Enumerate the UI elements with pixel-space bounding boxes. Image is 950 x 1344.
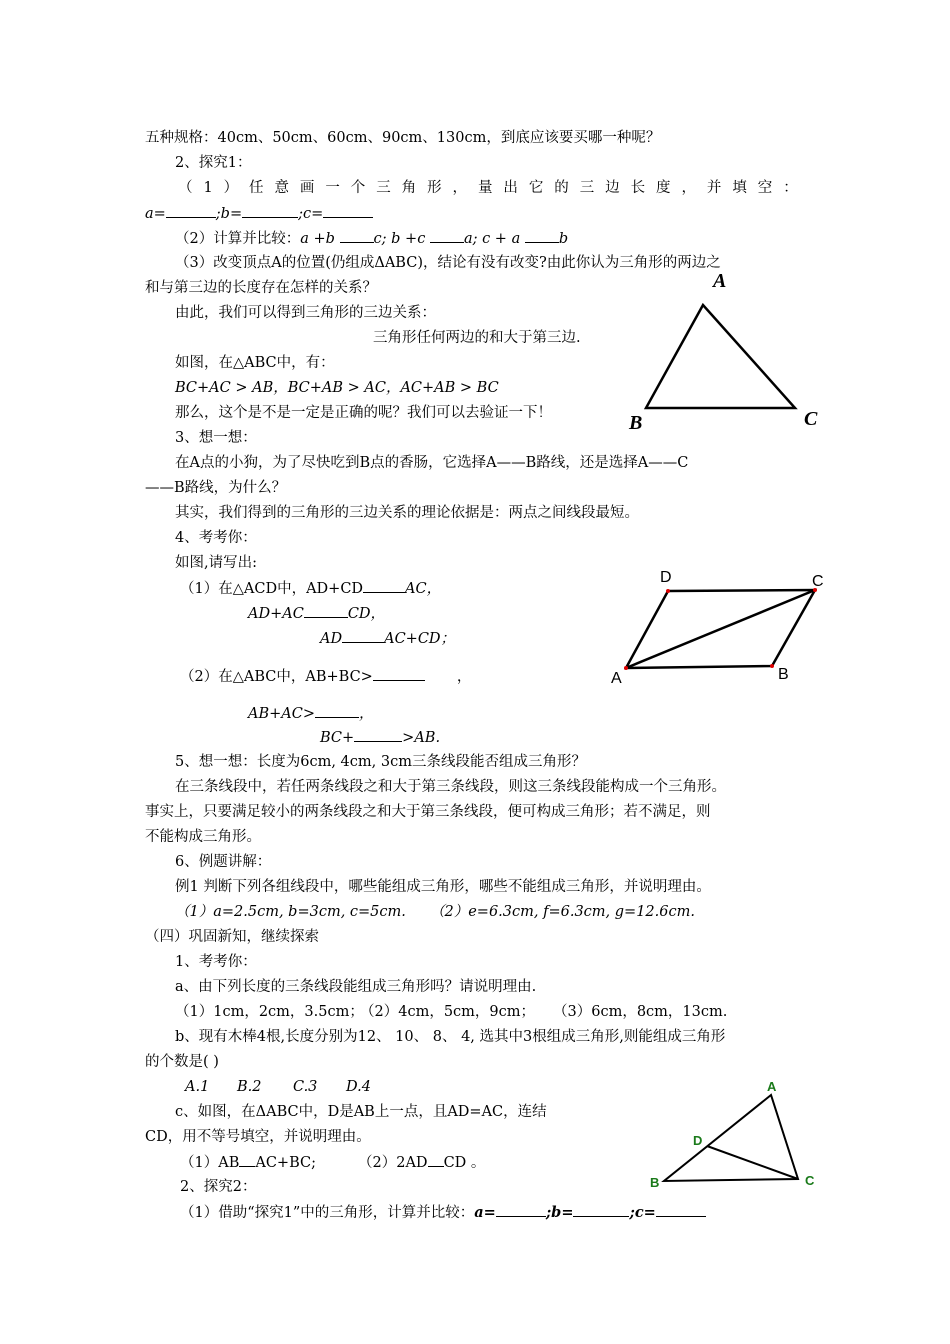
item-2: （2）4cm，5cm，9cm； xyxy=(360,1004,536,1020)
text-line: （3）改变顶点A的位置(仍组成ΔABC)，结论有没有改变?由此你认为三角形的两边之 xyxy=(175,255,721,271)
fill-prefix: （1）AB xyxy=(180,1155,240,1171)
justified-char: 画 xyxy=(299,180,315,196)
example-1: （1）a=2.5cm, b=3cm, c=5cm. xyxy=(175,904,406,920)
fill-prefix: （1）借助“探究1”中的三角形，计算并比较： xyxy=(180,1205,475,1221)
justified-char: 角 xyxy=(401,180,417,196)
expr: a +b xyxy=(300,231,335,247)
fill-prefix: BC+ xyxy=(320,730,355,746)
segment-cd xyxy=(707,1146,798,1179)
expr: c; xyxy=(373,231,387,247)
example-2: （2）e=6.3cm, f=6.3cm, g=12.6cm. xyxy=(430,904,695,920)
fill-prefix: （1）在△ACD中，AD+CD xyxy=(180,581,364,597)
text-line: 五种规格：40cm、50cm、60cm、90cm、130cm，到底应该要买哪一种呢？ xyxy=(145,130,661,146)
justified-char: 空 xyxy=(757,180,773,196)
justified-char: 填 xyxy=(732,180,747,196)
triangle-outline xyxy=(664,1095,798,1181)
justified-char: 1 xyxy=(203,180,213,196)
vertex-label-c: C xyxy=(805,1173,815,1188)
justified-char: 三 xyxy=(579,180,595,196)
fill-suffix: AC， xyxy=(405,581,442,597)
fill-suffix: CD 。 xyxy=(443,1155,486,1171)
fill-suffix: AC+CD； xyxy=(384,631,456,647)
text-line: 的个数是( ) xyxy=(145,1054,219,1070)
text-line: 不能构成三角形。 xyxy=(145,829,261,845)
vertex-label-b: B xyxy=(650,1175,660,1190)
vertex-label-b: B xyxy=(629,412,643,434)
text-line: 其实，我们得到的三角形的三边关系的理论依据是：两点之间线段最短。 xyxy=(175,505,639,521)
justified-char: 一 xyxy=(325,180,340,196)
text-line: c、如图，在ΔABC中，D是AB上一点，且AD=AC，连结 xyxy=(175,1104,547,1120)
justified-char: 三 xyxy=(376,180,391,196)
label-b: ;b= xyxy=(545,1204,574,1221)
fill-suffix: AC+BC; xyxy=(255,1155,316,1171)
justified-char: 个 xyxy=(350,180,366,196)
section-heading: 4、考考你： xyxy=(175,530,257,546)
fill-suffix: >AB. xyxy=(402,730,441,746)
justified-char: ） xyxy=(223,180,239,196)
text-line: CD，用不等号填空，并说明理由。 xyxy=(145,1129,371,1145)
section-heading: 1、考考你： xyxy=(175,954,257,970)
justified-char: 并 xyxy=(706,180,722,196)
fill-prefix: AB+AC> xyxy=(248,706,315,722)
option-a[interactable]: A.1 xyxy=(185,1079,210,1095)
text-line: 2、探究1： xyxy=(175,155,252,171)
fill-suffix: ， xyxy=(456,669,472,685)
fill-suffix: CD， xyxy=(347,606,386,622)
justified-char: 度 xyxy=(656,180,671,196)
expr: b +c xyxy=(391,231,426,247)
justified-char: 的 xyxy=(554,180,569,196)
text-line: 如图,请写出: xyxy=(175,555,257,571)
expr: b xyxy=(558,231,569,247)
justified-char: 它 xyxy=(528,180,544,196)
section-heading: 2、探究2： xyxy=(180,1179,257,1195)
item-1: （1）1cm，2cm，3.5cm； xyxy=(175,1004,364,1020)
fill-prefix: AD+AC xyxy=(248,606,304,622)
expr: c + a xyxy=(482,231,521,247)
text-line: 那么，这个是不是一定是正确的呢？我们可以去验证一下！ xyxy=(175,405,552,421)
compare-prefix: （2）计算并比较： xyxy=(175,231,301,247)
option-c[interactable]: C.3 xyxy=(293,1079,318,1095)
justified-char: 长 xyxy=(630,180,646,196)
vertex-label-d: D xyxy=(660,569,672,586)
vertex-label-a: A xyxy=(611,670,622,687)
justified-char: 边 xyxy=(605,180,620,196)
text-line: 在三条线段中，若任两条线段之和大于第三条线段，则这三条线段能构成一个三角形。 xyxy=(175,779,726,795)
justified-char: ： xyxy=(783,180,798,196)
text-line: b、现有木棒4根,长度分别为12、 10、 8、 4, 选其中3根组成三角形,则能组成三角形 xyxy=(175,1029,726,1045)
text-line: a、由下列长度的三条线段能组成三角形吗？请说明理由. xyxy=(175,979,537,995)
vertex-label-a: A xyxy=(713,270,727,292)
text-line: 例1 判断下列各组线段中，哪些能组成三角形，哪些不能组成三角形，并说明理由。 xyxy=(175,879,711,895)
vertex-label-d: D xyxy=(693,1133,703,1148)
label-a: a= xyxy=(145,206,166,222)
justified-char: 出 xyxy=(503,180,518,196)
text-line: ——B路线，为什么？ xyxy=(145,480,287,496)
section-heading: 3、想一想： xyxy=(175,430,257,446)
label-b: ;b= xyxy=(215,206,243,222)
section-heading: （四）巩固新知，继续探索 xyxy=(145,929,319,945)
fill-prefix: （2）2AD xyxy=(358,1155,428,1171)
theorem-line: 三角形任何两边的和大于第三边. xyxy=(373,330,581,346)
expr: a; xyxy=(463,231,478,247)
vertex-label-b: B xyxy=(778,666,789,683)
justified-char: ， xyxy=(452,180,468,196)
option-d[interactable]: D.4 xyxy=(346,1079,371,1095)
vertex-label-a: A xyxy=(767,1079,777,1094)
text-line: 和与第三边的长度存在怎样的关系？ xyxy=(145,280,377,296)
fill-prefix: AD xyxy=(320,631,343,647)
item-3: （3）6cm，8cm，13cm. xyxy=(553,1004,728,1020)
fill-prefix: （2）在△ABC中，AB+BC> xyxy=(180,669,373,685)
label-c: ;c= xyxy=(298,206,324,222)
justified-char: 任 xyxy=(249,180,264,196)
justified-char: （ xyxy=(178,180,193,196)
text-line: 事实上，只要满足较小的两条线段之和大于第三条线段，便可构成三角形；若不满足，则 xyxy=(145,804,711,820)
vertex-label-c: C xyxy=(812,573,824,590)
inequality-line: BC+AC > AB，BC+AB > AC，AC+AB > BC xyxy=(175,380,499,396)
justified-char: 意 xyxy=(274,180,289,196)
justified-char: 量 xyxy=(477,180,493,196)
label-c: ;c= xyxy=(629,1204,656,1221)
justified-char: ， xyxy=(681,180,696,196)
section-heading: 5、想一想：长度为6cm, 4cm, 3cm三条线段能否组成三角形？ xyxy=(175,754,586,770)
label-a: a= xyxy=(474,1204,496,1221)
vertex-label-c: C xyxy=(804,408,818,430)
section-heading: 6、例题讲解： xyxy=(175,854,272,870)
fill-suffix: ， xyxy=(359,706,374,722)
option-b[interactable]: B.2 xyxy=(237,1079,262,1095)
justified-char: 形 xyxy=(427,180,442,196)
text-line: 如图，在△ABC中，有： xyxy=(175,355,335,371)
text-line: 在A点的小狗，为了尽快吃到B点的香肠，它选择A——B路线，还是选择A——C xyxy=(175,455,689,471)
text-line: 由此，我们可以得到三角形的三边关系： xyxy=(175,305,436,321)
